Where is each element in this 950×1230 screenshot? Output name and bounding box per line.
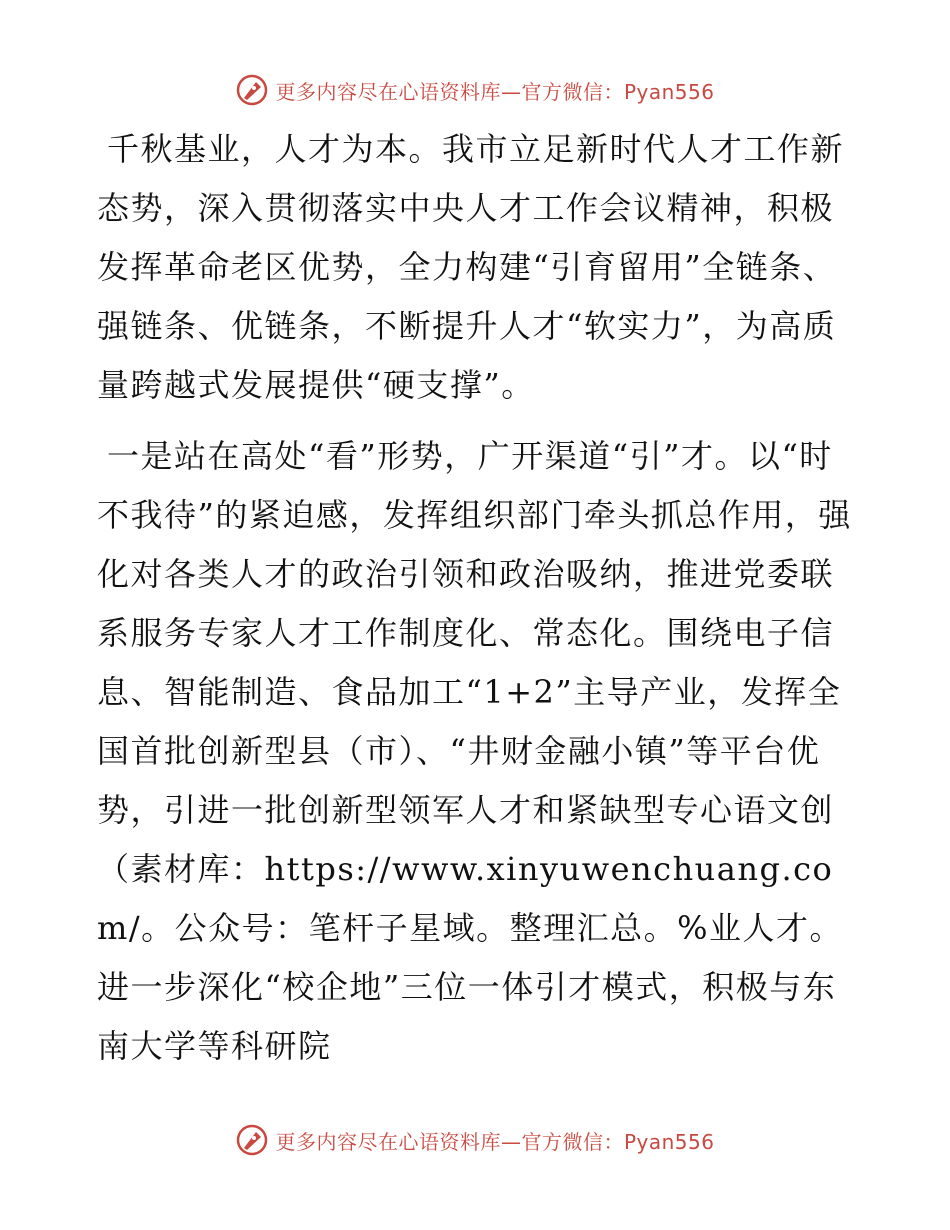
pen-nib-logo-icon	[235, 1123, 269, 1157]
document-body	[97, 120, 857, 1076]
paragraph-section-one: 一是站在高处“看”形势，广开渠道“引”才。以“时不我待”的紧迫感，发挥组织部门牵头抓总作用，强化对各类人才的政治引领和政治吸纳，推进党委联系服务专家人才工作制度化、常态化。围绕电子信息、智能制造、食品加工“1+2”主导产业，发挥全国首批创新型县（市）、“井财金融小镇”等平台优势，引进一批创新型领军人才和紧缺型专心语文创（素材库：https://www.xinyuwenchuang.com/。公众号：笔杆子星域。整理汇总。%业人才。进一步深化“校企地”三位一体引才模式，积极与东南大学等科研院	[97, 437, 852, 1065]
pen-nib-logo-icon	[235, 73, 269, 107]
footer-banner	[0, 1120, 950, 1160]
footer-text: 更多内容尽在心语资料库—官方微信：Pyan556	[275, 1129, 715, 1154]
header-banner	[0, 70, 950, 110]
paragraph-intro: 千秋基业，人才为本。我市立足新时代人才工作新态势，深入贯彻落实中央人才工作会议精神，积极发挥革命老区优势，全力构建“引育留用”全链条、强链条、优链条，不断提升人才“软实力”，为高质量跨越式发展提供“硬支撑”。	[97, 130, 845, 404]
header-text: 更多内容尽在心语资料库—官方微信：Pyan556	[275, 79, 715, 104]
